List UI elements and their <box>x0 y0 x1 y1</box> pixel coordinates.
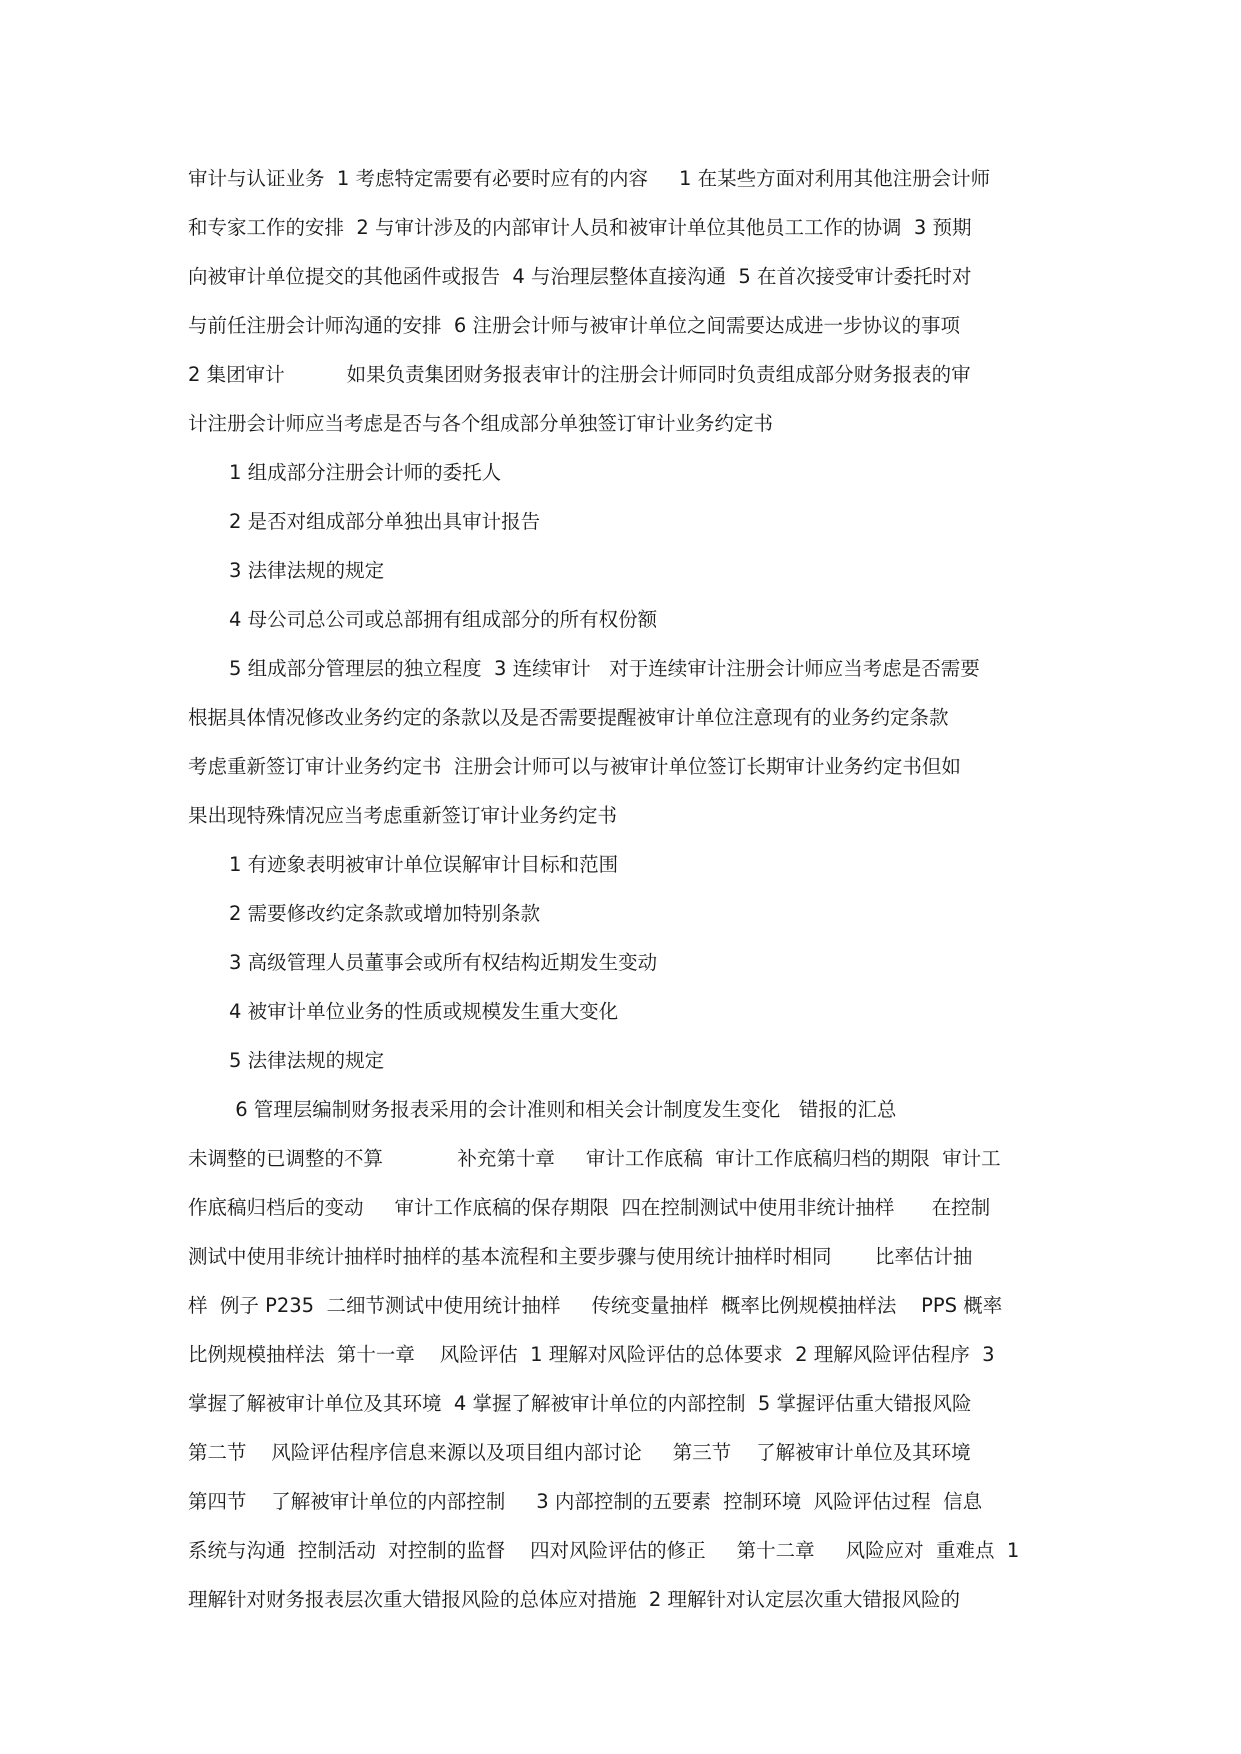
text-line: 和专家工作的安排 2 与审计涉及的内部审计人员和被审计单位其他员工工作的协调 3 预期 <box>188 216 972 239</box>
text-line: 与前任注册会计师沟通的安排 6 注册会计师与被审计单位之间需要达成进一步协议的事项 <box>188 314 961 337</box>
list-item: 3 法律法规的规定 <box>229 559 385 582</box>
text-line: 计注册会计师应当考虑是否与各个组成部分单独签订审计业务约定书 <box>188 412 774 435</box>
text-line: 2 集团审计 如果负责集团财务报表审计的注册会计师同时负责组成部分财务报表的审 <box>188 363 971 386</box>
text-line: 测试中使用非统计抽样时抽样的基本流程和主要步骤与使用统计抽样时相同 比率估计抽 <box>188 1245 973 1268</box>
list-item: 4 母公司总公司或总部拥有组成部分的所有权份额 <box>229 608 658 631</box>
text-line: 根据具体情况修改业务约定的条款以及是否需要提醒被审计单位注意现有的业务约定条款 <box>188 706 949 729</box>
list-item: 2 是否对组成部分单独出具审计报告 <box>229 510 541 533</box>
text-line: 系统与沟通 控制活动 对控制的监督 四对风险评估的修正 第十二章 风险应对 重难点 1 <box>188 1539 1020 1562</box>
list-item: 5 组成部分管理层的独立程度 3 连续审计 对于连续审计注册会计师应当考虑是否需要 <box>229 657 980 680</box>
text-line: 果出现特殊情况应当考虑重新签订审计业务约定书 <box>188 804 618 827</box>
text-line: 掌握了解被审计单位及其环境 4 掌握了解被审计单位的内部控制 5 掌握评估重大错报风险 <box>188 1392 972 1415</box>
list-item: 1 有迹象表明被审计单位误解审计目标和范围 <box>229 853 619 876</box>
list-item: 4 被审计单位业务的性质或规模发生重大变化 <box>229 1000 619 1023</box>
list-item: 2 需要修改约定条款或增加特别条款 <box>229 902 541 925</box>
list-item: 1 组成部分注册会计师的委托人 <box>229 461 502 484</box>
text-line: 比例规模抽样法 第十一章 风险评估 1 理解对风险评估的总体要求 2 理解风险评估程序 3 <box>188 1343 995 1366</box>
text-line: 未调整的已调整的不算 补充第十章 审计工作底稿 审计工作底稿归档的期限 审计工 <box>188 1147 1001 1170</box>
text-line: 向被审计单位提交的其他函件或报告 4 与治理层整体直接沟通 5 在首次接受审计委托时对 <box>188 265 972 288</box>
list-item: 5 法律法规的规定 <box>229 1049 385 1072</box>
text-line: 考虑重新签订审计业务约定书 注册会计师可以与被审计单位签订长期审计业务约定书但如 <box>188 755 961 778</box>
list-item: 3 高级管理人员董事会或所有权结构近期发生变动 <box>229 951 658 974</box>
document-body <box>188 154 1050 1624</box>
text-line: 样 例子 P235 二细节测试中使用统计抽样 传统变量抽样 概率比例规模抽样法 PPS 概率 <box>188 1294 1003 1317</box>
text-line: 作底稿归档后的变动 审计工作底稿的保存期限 四在控制测试中使用非统计抽样 在控制 <box>188 1196 991 1219</box>
list-item: 6 管理层编制财务报表采用的会计准则和相关会计制度发生变化 错报的汇总 <box>229 1098 897 1121</box>
text-line: 理解针对财务报表层次重大错报风险的总体应对措施 2 理解针对认定层次重大错报风险的 <box>188 1588 961 1611</box>
text-line: 审计与认证业务 1 考虑特定需要有必要时应有的内容 1 在某些方面对利用其他注册会计师 <box>188 167 991 190</box>
text-line: 第四节 了解被审计单位的内部控制 3 内部控制的五要素 控制环境 风险评估过程 信息 <box>188 1490 983 1513</box>
text-line: 第二节 风险评估程序信息来源以及项目组内部讨论 第三节 了解被审计单位及其环境 <box>188 1441 971 1464</box>
